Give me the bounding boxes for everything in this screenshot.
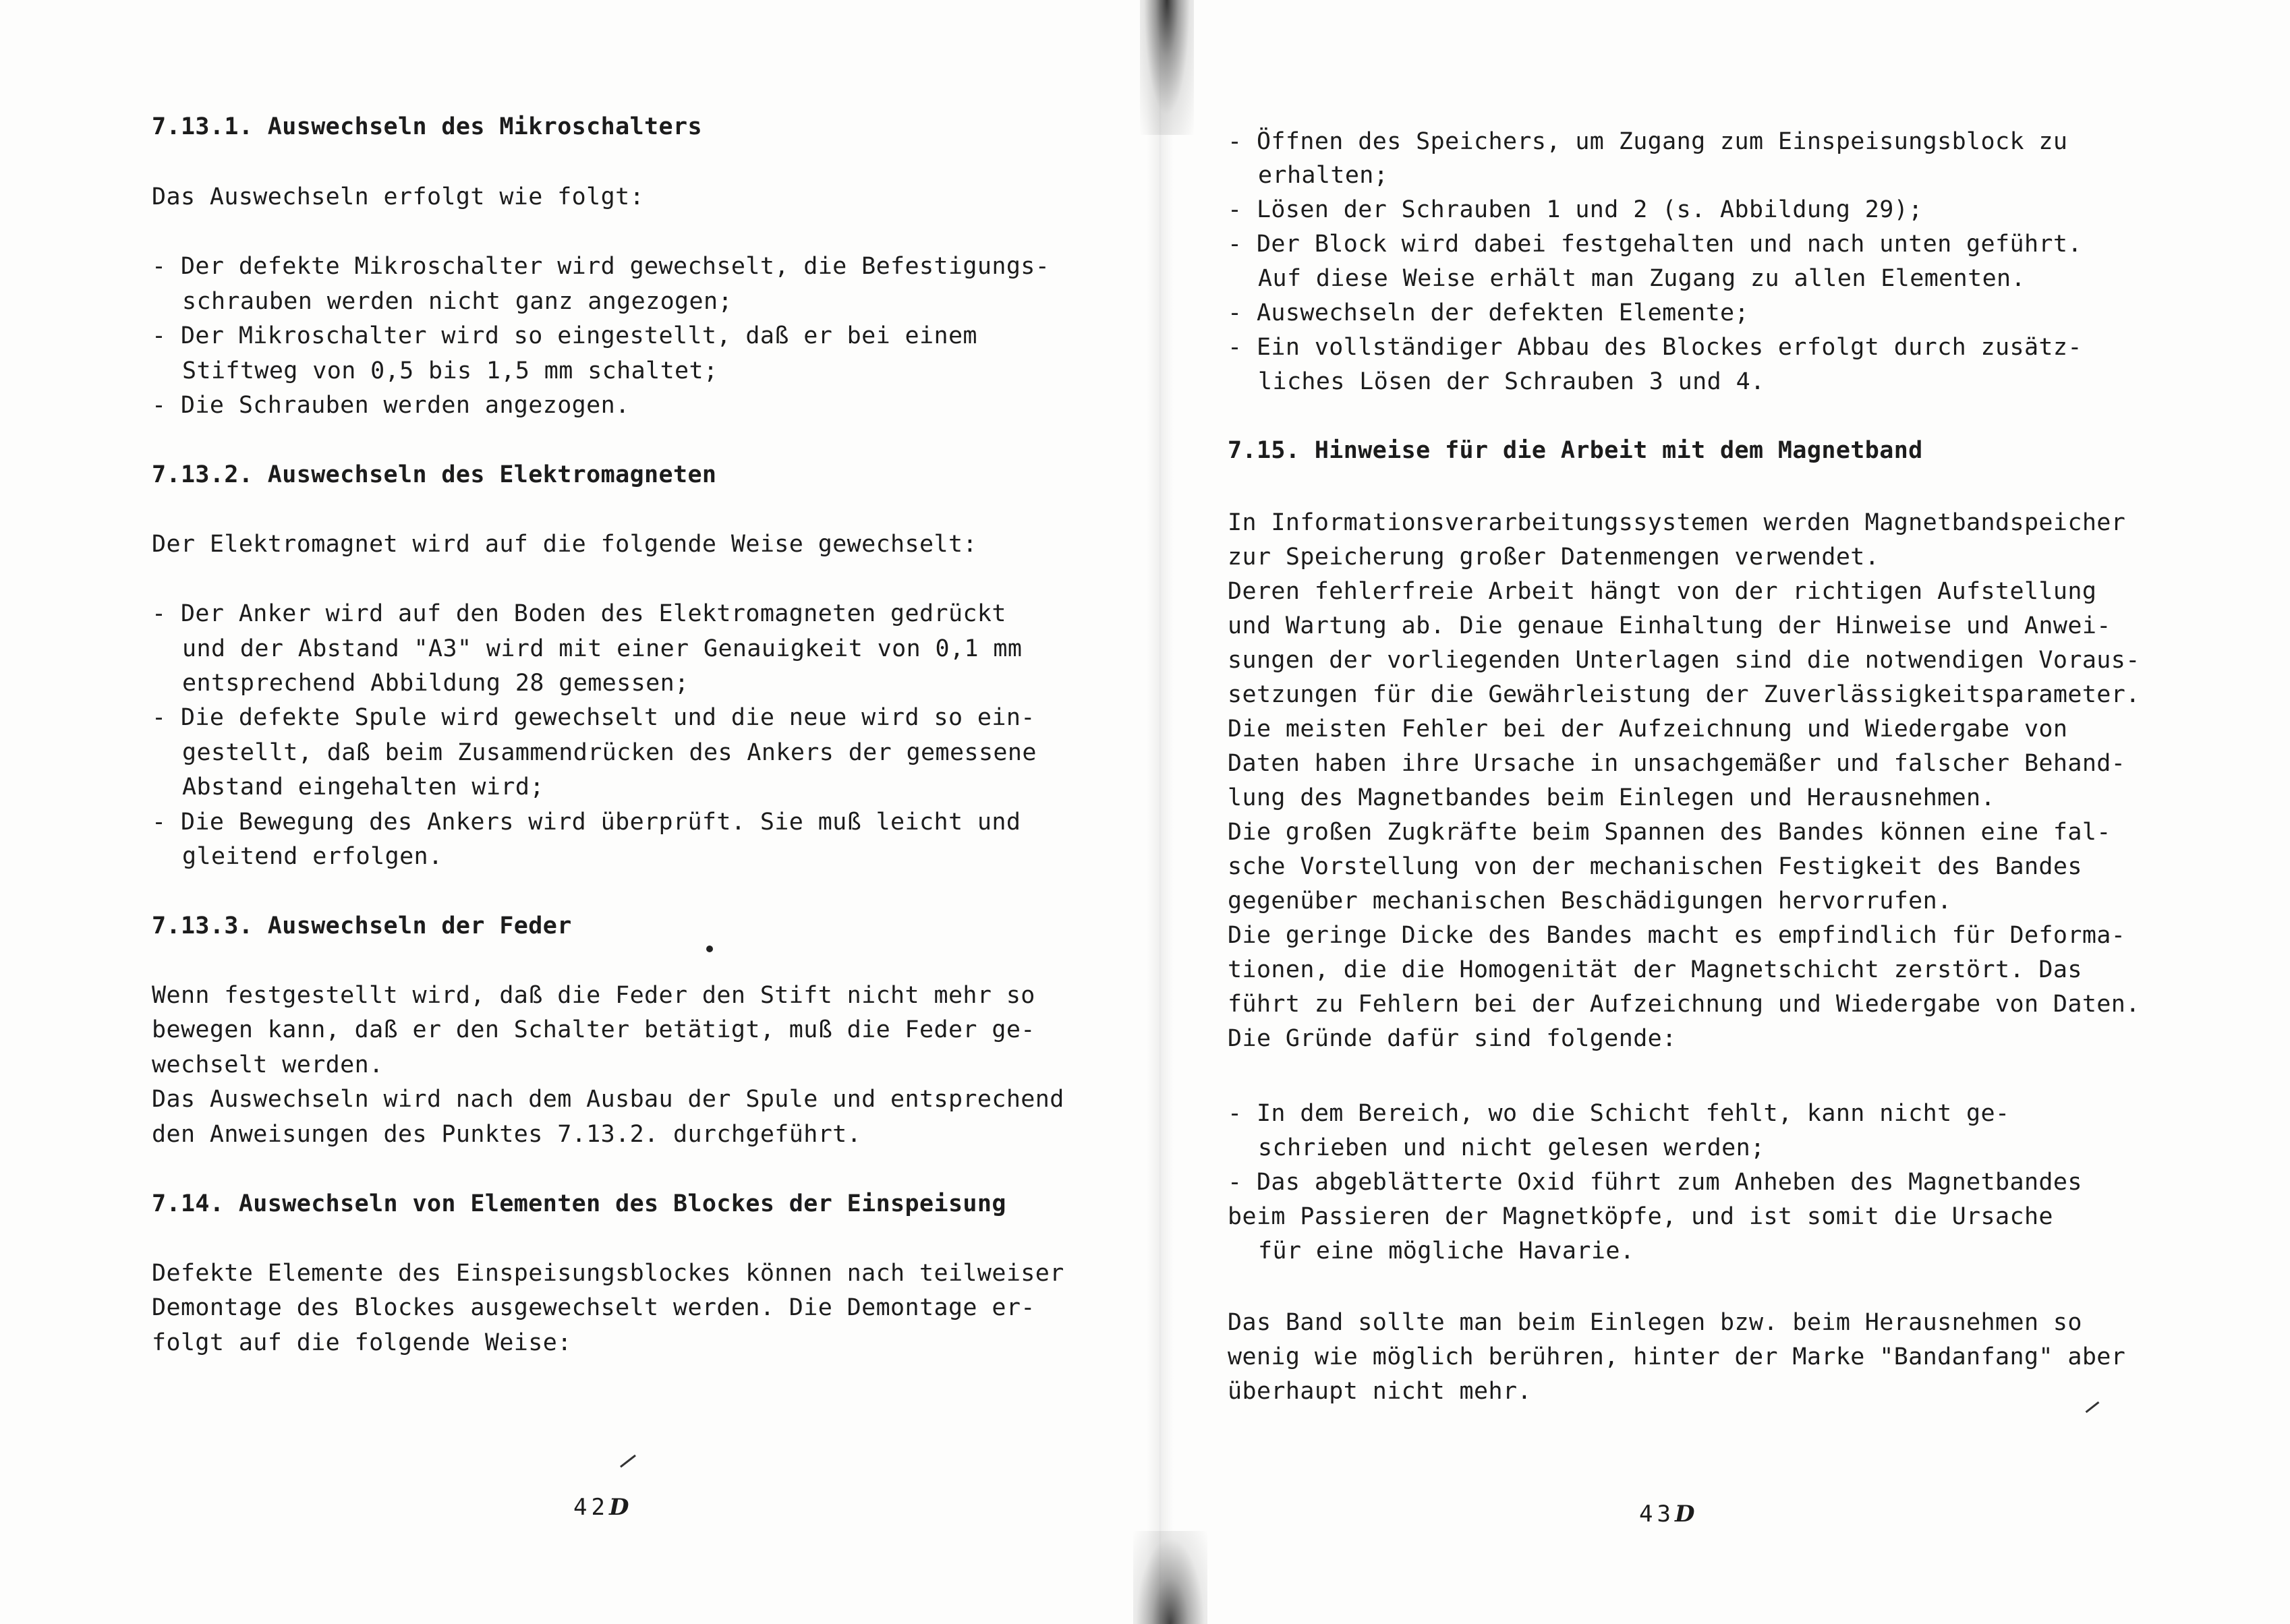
section-heading: 7.13.1. Auswechseln des Mikroschalters <box>152 113 702 140</box>
text-line: Defekte Elemente des Einspeisungsblockes können nach teilweiser <box>152 1260 1064 1287</box>
text-line: Die meisten Fehler bei der Aufzeichnung und Wiedergabe von <box>1228 716 2068 743</box>
text-line: - Der Anker wird auf den Boden des Elektromagneten gedrückt <box>152 600 1006 627</box>
text-line: zur Speicherung großer Datenmengen verwendet. <box>1228 544 1880 571</box>
text-line: schrieben und nicht gelesen werden; <box>1258 1134 1765 1161</box>
text-line: Die geringe Dicke des Bandes macht es empfindlich für Deforma- <box>1228 922 2126 949</box>
right-page <box>1228 0 2172 1624</box>
text-line: tionen, die die Homogenität der Magnetschicht zerstört. Das <box>1228 956 2082 983</box>
text-line: und Wartung ab. Die genaue Einhaltung der Hinweise und Anwei- <box>1228 612 2111 639</box>
text-line: - Auswechseln der defekten Elemente; <box>1228 299 1749 326</box>
text-line: Auf diese Weise erhält man Zugang zu allen Elementen. <box>1258 265 2026 292</box>
text-line: - In dem Bereich, wo die Schicht fehlt, kann nicht ge- <box>1228 1100 2010 1127</box>
text-line: überhaupt nicht mehr. <box>1228 1378 1532 1405</box>
text-line: gleitend erfolgen. <box>182 843 443 870</box>
text-line: gestellt, daß beim Zusammendrücken des Ankers der gemessene <box>182 739 1037 766</box>
text-line: Das Auswechseln erfolgt wie folgt: <box>152 183 645 210</box>
text-line: Daten haben ihre Ursache in unsachgemäßer und falscher Behand- <box>1228 750 2126 777</box>
text-line: - Der Mikroschalter wird so eingestellt, daß er bei einem <box>152 322 977 349</box>
text-line: erhalten; <box>1258 162 1389 189</box>
section-heading: 7.15. Hinweise für die Arbeit mit dem Magnetband <box>1228 437 1923 464</box>
text-line: - Der Block wird dabei festgehalten und nach unten geführt. <box>1228 231 2082 258</box>
text-line: wechselt werden. <box>152 1051 384 1078</box>
text-line: den Anweisungen des Punktes 7.13.2. durchgeführt. <box>152 1121 862 1148</box>
pen-mark <box>620 1455 636 1468</box>
text-line: - Ein vollständiger Abbau des Blockes erfolgt durch zusätz- <box>1228 334 2082 361</box>
left-page <box>152 0 1096 1624</box>
text-line: Das Auswechseln wird nach dem Ausbau der Spule und entsprechend <box>152 1086 1064 1113</box>
text-line: liches Lösen der Schrauben 3 und 4. <box>1258 368 1765 395</box>
text-line: sche Vorstellung von der mechanischen Festigkeit des Bandes <box>1228 853 2082 880</box>
text-line: folgt auf die folgende Weise: <box>152 1329 572 1356</box>
section-heading: 7.13.2. Auswechseln des Elektromagneten <box>152 461 717 488</box>
text-line: - Die Schrauben werden angezogen. <box>152 392 630 419</box>
text-line: sungen der vorliegenden Unterlagen sind die notwendigen Voraus- <box>1228 647 2140 674</box>
text-line: - Die defekte Spule wird gewechselt und die neue wird so ein- <box>152 704 1035 731</box>
text-line: bewegen kann, daß er den Schalter betätigt, muß die Feder ge- <box>152 1016 1035 1043</box>
text-line: - Lösen der Schrauben 1 und 2 (s. Abbildung 29); <box>1228 196 1923 223</box>
text-line: Deren fehlerfreie Arbeit hängt von der richtigen Aufstellung <box>1228 578 2097 605</box>
text-line: Abstand eingehalten wird; <box>182 774 544 801</box>
scan-smudge-bottom <box>1133 1531 1207 1624</box>
book-gutter-shadow <box>1147 0 1174 1624</box>
text-line: beim Passieren der Magnetköpfe, und ist somit die Ursache <box>1228 1203 2053 1230</box>
right-page-number: 43D <box>1639 1501 1695 1528</box>
section-heading: 7.14. Auswechseln von Elementen des Blockes der Einspeisung <box>152 1190 1006 1217</box>
text-line: entsprechend Abbildung 28 gemessen; <box>182 670 689 697</box>
text-line: - Öffnen des Speichers, um Zugang zum Einspeisungsblock zu <box>1228 128 2068 155</box>
text-line: Die Gründe dafür sind folgende: <box>1228 1025 1677 1052</box>
text-line: - Die Bewegung des Ankers wird überprüft. Sie muß leicht und <box>152 809 1021 836</box>
text-line: In Informationsverarbeitungssystemen werden Magnetbandspeicher <box>1228 509 2126 536</box>
text-line: für eine mögliche Havarie. <box>1258 1238 1635 1265</box>
text-line: Stiftweg von 0,5 bis 1,5 mm schaltet; <box>182 357 718 384</box>
text-line: lung des Magnetbandes beim Einlegen und Herausnehmen. <box>1228 784 1996 811</box>
section-heading: 7.13.3. Auswechseln der Feder <box>152 912 572 939</box>
text-line: Wenn festgestellt wird, daß die Feder den Stift nicht mehr so <box>152 982 1035 1009</box>
text-line: Der Elektromagnet wird auf die folgende Weise gewechselt: <box>152 531 977 558</box>
scan-smudge-top <box>1140 0 1194 135</box>
text-line: - Das abgeblätterte Oxid führt zum Anheben des Magnetbandes <box>1228 1169 2082 1196</box>
text-line: schrauben werden nicht ganz angezogen; <box>182 288 733 315</box>
text-line: Die großen Zugkräfte beim Spannen des Bandes können eine fal- <box>1228 819 2111 846</box>
text-line: führt zu Fehlern bei der Aufzeichnung und Wiedergabe von Daten. <box>1228 991 2140 1018</box>
left-page-number: 42D <box>573 1494 629 1521</box>
text-line: - Der defekte Mikroschalter wird gewechselt, die Befestigungs- <box>152 253 1050 280</box>
pen-mark <box>2086 1401 2100 1413</box>
ink-speck <box>706 946 713 952</box>
text-line: Das Band sollte man beim Einlegen bzw. beim Herausnehmen so <box>1228 1309 2082 1336</box>
text-line: Demontage des Blockes ausgewechselt werden. Die Demontage er- <box>152 1294 1035 1321</box>
text-line: setzungen für die Gewährleistung der Zuverlässigkeitsparameter. <box>1228 681 2140 708</box>
text-line: gegenüber mechanischen Beschädigungen hervorrufen. <box>1228 888 1952 915</box>
text-line: wenig wie möglich berühren, hinter der Marke "Bandanfang" aber <box>1228 1343 2126 1370</box>
text-line: und der Abstand "A3" wird mit einer Genauigkeit von 0,1 mm <box>182 635 1023 662</box>
